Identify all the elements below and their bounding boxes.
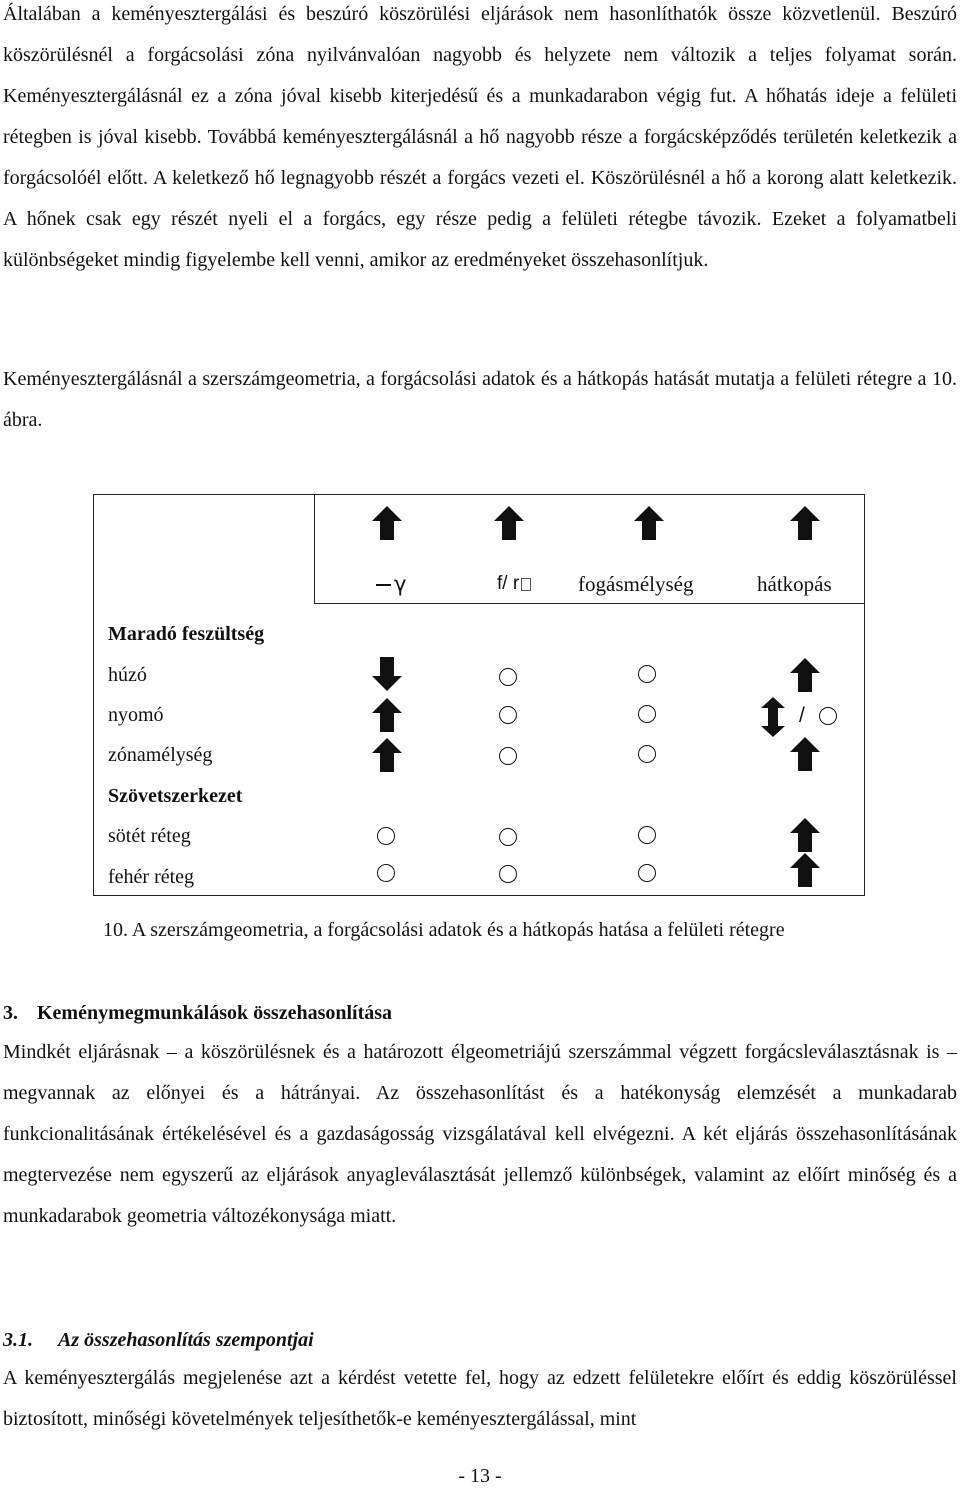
arrow-up-icon — [371, 697, 403, 733]
gamma-symbol: γ — [394, 572, 407, 596]
column-header-gamma — [376, 570, 406, 598]
circle-icon — [638, 864, 656, 882]
paragraph-4: A keményesztergálás megjelenése azt a kérdést vetette fel, hogy az edzett felületekre előírt és eddig köszörüléssel biztosított, minőségi követelmények teljesíthetők-e keményesztergálással, mint — [3, 1367, 957, 1430]
column-header-flank-wear: hátkopás — [757, 572, 832, 596]
row-label-residual-stress: Maradó feszültség — [108, 623, 265, 645]
page-number: - 13 - — [458, 1465, 502, 1487]
row-label-microstructure: Szövetszerkezet — [108, 785, 243, 807]
missing-glyph-icon — [521, 578, 531, 591]
arrow-up-icon — [371, 737, 403, 773]
arrow-up-icon — [789, 505, 821, 541]
feed-radius-label: f/ r — [497, 573, 520, 594]
overbar — [376, 584, 391, 586]
arrow-up-icon — [789, 736, 821, 772]
circle-icon — [499, 865, 517, 883]
slash-separator: / — [799, 704, 805, 727]
row-label-white-layer: fehér réteg — [108, 866, 195, 888]
section-heading-3-1 — [3, 1326, 314, 1354]
circle-icon — [499, 828, 517, 846]
section-heading-3 — [3, 999, 392, 1027]
section-title: Keménymegmunkálások összehasonlítása — [37, 1002, 393, 1024]
paragraph-1: Általában a keményesztergálási és beszúró köszörülési eljárások nem hasonlíthatók össze közvetlenül. Beszúró köszörülésnél a forgácsolási zóna nyilvánvalóan nagyobb és helyzete nem változik a teljes folyamat során. Keményesztergálásnál ez a zóna jóval kisebb kiterjedésű és a munkadarabon végig fut. A hőhatás ideje a felületi rétegben is jóval kisebb. Továbbá keményesztergálásnál a hő nagyobb része a forgácsképződés területén keletkezik a forgácsolóél előtt. A keletkező hő legnagyobb részét a forgács vezeti el. Köszörülésnél a hő a korong alatt keletkezik. A hőnek csak egy részét nyeli el a forgács, egy része pedig a felületi rétegbe távozik. Ezeket a folyamatbeli különbségeket mindig figyelembe kell venni, amikor az eredményeket összehasonlítjuk. — [3, 3, 957, 271]
circle-icon — [499, 747, 517, 765]
circle-icon — [499, 706, 517, 724]
circle-icon — [819, 707, 837, 725]
arrow-up-icon — [633, 505, 665, 541]
arrow-up-down-icon — [760, 696, 786, 738]
row-label-tensile: húzó — [108, 664, 147, 686]
row-label-dark-layer: sötét réteg — [108, 825, 191, 847]
row-label-compressive: nyomó — [108, 704, 164, 726]
circle-icon — [638, 745, 656, 763]
paragraph-2: Keményesztergálásnál a szerszámgeometria, a forgácsolási adatok és a hátkopás hatását mutatja a felületi rétegre a 10. ábra. — [3, 368, 957, 431]
circle-icon — [638, 665, 656, 683]
circle-icon — [638, 826, 656, 844]
section-number: 3.1. — [3, 1329, 33, 1351]
column-header-depth: fogásmélység — [578, 572, 694, 596]
column-header-feed-radius — [497, 570, 531, 598]
figure-caption: 10. A szerszámgeometria, a forgácsolási adatok és a hátkopás hatása a felületi rétegre — [103, 919, 785, 941]
arrow-up-icon — [789, 657, 821, 693]
arrow-up-icon — [493, 505, 525, 541]
circle-icon — [638, 705, 656, 723]
section-title: Az összehasonlítás szempontjai — [58, 1329, 314, 1351]
row-label-zone-depth: zónamélység — [108, 744, 213, 766]
paragraph-3: Mindkét eljárásnak – a köszörülésnek és a határozott élgeometriájú szerszámmal végzett forgácsleválasztásnak is – megvannak az előnyei és a hátrányai. Az összehasonlítást és a hatékonyság elemzését a munkadarab funkcionalitásának értékelésével és a gazdaságosság vizsgálatával kell elvégezni. A két eljárás összehasonlításának megtervezése nem egyszerű az eljárások anyagleválasztását jellemző különbségek, valamint az előírt minőség és a munkadarabok geometria változékonysága miatt. — [3, 1041, 957, 1227]
arrow-down-icon — [371, 656, 403, 692]
arrow-up-icon — [789, 852, 821, 888]
arrow-up-icon — [371, 505, 403, 541]
circle-icon — [377, 827, 395, 845]
circle-icon — [499, 668, 517, 686]
section-number: 3. — [3, 1002, 18, 1024]
circle-icon — [377, 864, 395, 882]
arrow-up-icon — [789, 817, 821, 853]
